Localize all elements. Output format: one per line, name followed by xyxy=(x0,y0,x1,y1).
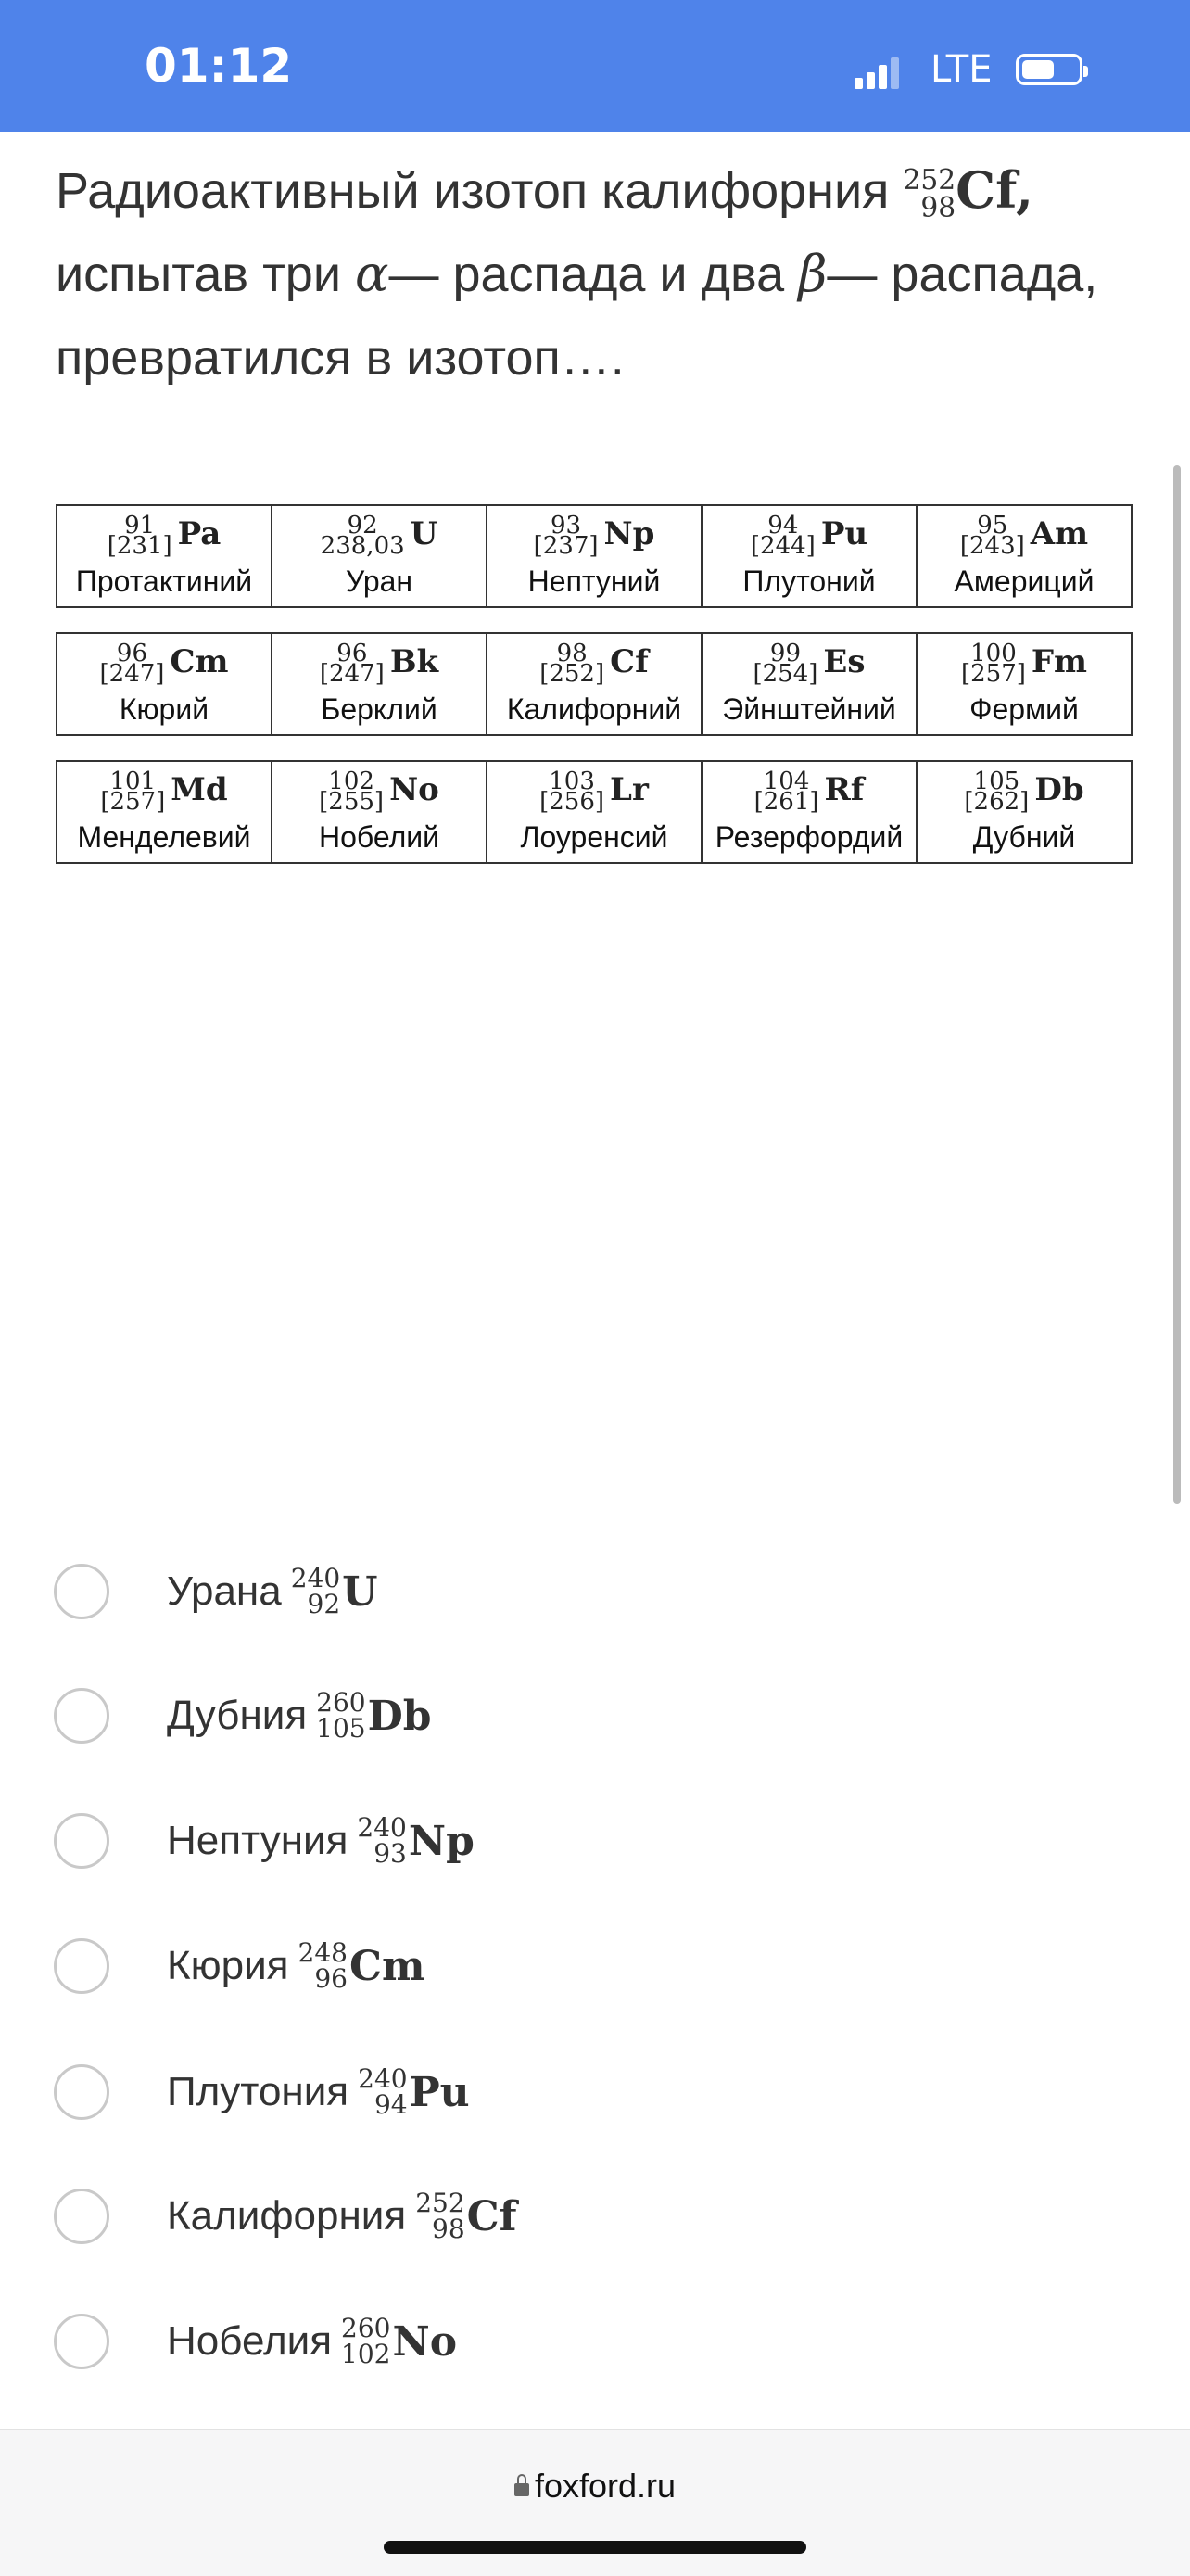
isotope-symbol: Pu xyxy=(409,2068,470,2116)
radio-button[interactable] xyxy=(54,1813,109,1869)
battery-icon xyxy=(1016,54,1082,85)
atomic-number: 93 xyxy=(551,512,582,539)
atomic-mass: [252] xyxy=(539,660,605,688)
isotope-mass: 240 xyxy=(290,1563,341,1593)
isotope-symbol: No xyxy=(392,2317,458,2366)
element-name: Резерфордий xyxy=(715,820,904,854)
atomic-mass: [243] xyxy=(959,532,1025,560)
element-symbol: Bk xyxy=(389,643,439,680)
atomic-number: 102 xyxy=(328,768,374,795)
atomic-mass: [231] xyxy=(107,532,172,560)
status-bar xyxy=(0,0,1190,132)
isotope-mass: 240 xyxy=(357,1812,407,1843)
isotope-numbers xyxy=(415,2190,464,2242)
element-symbol: Md xyxy=(171,771,228,808)
answer-text: Кюрия xyxy=(167,1943,289,1988)
atomic-mass: [257] xyxy=(100,788,166,816)
periodic-table-row xyxy=(56,760,1133,864)
element-symbol: Es xyxy=(823,643,866,680)
atomic-number: 91 xyxy=(124,512,156,539)
atomic-number: 105 xyxy=(973,768,1020,795)
atomic-mass: [244] xyxy=(750,532,816,560)
atomic-number: 103 xyxy=(549,768,595,795)
atomic-mass: [261] xyxy=(753,788,819,816)
element-cell-bk xyxy=(272,634,487,734)
element-cell-np xyxy=(487,506,703,606)
element-symbol: Lr xyxy=(610,771,649,808)
element-cell-u xyxy=(272,506,487,606)
alpha-symbol: α xyxy=(355,245,389,303)
element-cell-no xyxy=(272,762,487,862)
element-cell-es xyxy=(703,634,918,734)
isotope-mass: 260 xyxy=(341,2313,391,2343)
isotope-numbers xyxy=(357,1812,407,1869)
question-isotope-numbers xyxy=(903,164,956,224)
element-cell-db xyxy=(918,762,1131,862)
element-cell-fm xyxy=(918,634,1131,734)
isotope-charge: 92 xyxy=(307,1589,341,1619)
answer-label[interactable] xyxy=(167,1687,432,1744)
answer-text: Плутония xyxy=(167,2069,349,2114)
isotope-symbol: Cm xyxy=(348,1942,425,1990)
lock-icon xyxy=(514,2483,529,2496)
element-cell-pa xyxy=(57,506,272,606)
question-part-4: — распада, xyxy=(827,247,1098,302)
atomic-number: 104 xyxy=(763,768,810,795)
answer-option-plutonium[interactable] xyxy=(54,2060,470,2125)
atomic-number: 96 xyxy=(336,640,368,667)
atomic-mass: [257] xyxy=(960,660,1026,688)
element-name: Нептуний xyxy=(527,565,661,598)
atomic-number: 92 xyxy=(347,512,378,539)
scroll-indicator[interactable] xyxy=(1173,465,1181,1504)
radio-button[interactable] xyxy=(54,1688,109,1744)
isotope-numbers xyxy=(358,2063,408,2120)
answer-option-uranium[interactable] xyxy=(54,1559,378,1624)
answer-label[interactable] xyxy=(167,2190,517,2242)
element-symbol: No xyxy=(389,771,439,808)
element-symbol: Pu xyxy=(820,515,868,552)
isotope-charge: 105 xyxy=(316,1713,366,1744)
atomic-mass: [247] xyxy=(99,660,165,688)
atomic-number: 99 xyxy=(769,640,801,667)
element-name: Уран xyxy=(345,565,413,598)
beta-symbol: β xyxy=(798,245,828,303)
answer-text: Калифорния xyxy=(167,2193,407,2239)
network-type-label: LTE xyxy=(930,48,993,91)
element-name: Фермий xyxy=(969,692,1079,726)
question-isotope-mass: 252 xyxy=(903,164,956,197)
atomic-mass: [256] xyxy=(539,788,605,816)
isotope-numbers xyxy=(298,1937,348,1994)
element-name: Берклий xyxy=(321,692,437,726)
question-text xyxy=(56,148,1131,400)
atomic-mass: [247] xyxy=(319,660,385,688)
atomic-number: 100 xyxy=(970,640,1017,667)
isotope-mass: 240 xyxy=(358,2063,408,2094)
radio-button[interactable] xyxy=(54,1564,109,1619)
element-symbol: Db xyxy=(1034,771,1084,808)
periodic-table-row xyxy=(56,504,1133,608)
answer-label[interactable] xyxy=(167,1937,425,1994)
element-symbol: Cf xyxy=(610,643,649,680)
isotope-numbers xyxy=(316,1687,366,1744)
isotope-charge: 94 xyxy=(373,2089,408,2120)
element-cell-cf xyxy=(487,634,703,734)
isotope-mass: 260 xyxy=(316,1687,366,1718)
answer-label[interactable] xyxy=(167,2313,458,2369)
element-name: Дубний xyxy=(972,820,1076,854)
answer-option-californium[interactable] xyxy=(54,2184,517,2249)
element-symbol: U xyxy=(410,515,438,552)
element-cell-md xyxy=(57,762,272,862)
atomic-mass: [255] xyxy=(319,788,385,816)
isotope-symbol: U xyxy=(342,1567,378,1616)
element-name: Америций xyxy=(954,565,1095,598)
home-indicator[interactable] xyxy=(384,2541,806,2554)
element-symbol: Fm xyxy=(1031,643,1088,680)
atomic-number: 98 xyxy=(556,640,588,667)
url-bar[interactable] xyxy=(0,2467,1190,2506)
periodic-table-row xyxy=(56,632,1133,736)
isotope-numbers xyxy=(290,1563,341,1619)
signal-strength-icon xyxy=(855,56,899,89)
answer-label[interactable] xyxy=(167,1812,475,1869)
element-cell-rf xyxy=(703,762,918,862)
question-part-2: испытав три xyxy=(56,247,341,302)
radio-button[interactable] xyxy=(54,2314,109,2369)
answer-option-nobelium[interactable] xyxy=(54,2309,457,2374)
answer-option-neptunium[interactable] xyxy=(54,1808,475,1873)
answer-option-curium[interactable] xyxy=(54,1934,425,1999)
isotope-numbers xyxy=(341,2313,391,2369)
isotope-charge: 96 xyxy=(314,1963,348,1994)
answer-label[interactable] xyxy=(167,1563,378,1619)
question-isotope-charge: 98 xyxy=(920,191,956,224)
element-symbol: Rf xyxy=(824,771,865,808)
answer-label[interactable] xyxy=(167,2063,470,2120)
answer-option-dubnium[interactable] xyxy=(54,1683,432,1748)
isotope-symbol: Np xyxy=(408,1817,475,1865)
answer-text: Нептуния xyxy=(167,1818,348,1863)
element-cell-pu xyxy=(703,506,918,606)
element-name: Лоуренсий xyxy=(520,820,668,854)
radio-button[interactable] xyxy=(54,2064,109,2120)
atomic-mass: [254] xyxy=(753,660,818,688)
atomic-mass: 238,03 xyxy=(320,532,405,560)
atomic-number: 94 xyxy=(767,512,799,539)
element-symbol: Pa xyxy=(177,515,222,552)
atomic-mass: [262] xyxy=(964,788,1030,816)
radio-button[interactable] xyxy=(54,1938,109,1994)
element-name: Плутоний xyxy=(742,565,876,598)
url-text: foxford.ru xyxy=(534,2467,677,2505)
periodic-table-image xyxy=(56,504,1133,888)
radio-button[interactable] xyxy=(54,2189,109,2244)
element-name: Калифорний xyxy=(506,692,682,726)
answer-text: Нобелия xyxy=(167,2318,333,2364)
isotope-charge: 98 xyxy=(432,2214,465,2244)
question-part-5: превратился в изотоп…. xyxy=(56,330,625,386)
question-part-1: Радиоактивный изотоп калифорния xyxy=(56,163,890,219)
question-part-3: — распада и два xyxy=(388,247,785,302)
atomic-mass: [237] xyxy=(533,532,599,560)
element-symbol: Am xyxy=(1030,515,1089,552)
question-isotope-symbol: Cf, xyxy=(956,160,1033,220)
isotope-symbol: Cf xyxy=(466,2192,517,2240)
element-name: Менделевий xyxy=(77,820,251,854)
atomic-number: 96 xyxy=(116,640,148,667)
element-name: Кюрий xyxy=(119,692,209,726)
isotope-charge: 102 xyxy=(341,2339,391,2369)
element-name: Эйнштейний xyxy=(722,692,896,726)
isotope-mass: 248 xyxy=(298,1937,348,1968)
element-name: Нобелий xyxy=(318,820,440,854)
element-cell-cm xyxy=(57,634,272,734)
element-cell-am xyxy=(918,506,1131,606)
status-time: 01:12 xyxy=(145,39,293,93)
isotope-symbol: Db xyxy=(367,1692,432,1740)
isotope-mass: 252 xyxy=(415,2188,465,2218)
element-symbol: Cm xyxy=(170,643,229,680)
answer-text: Урана xyxy=(167,1568,282,1614)
element-cell-lr xyxy=(487,762,703,862)
element-symbol: Np xyxy=(603,515,655,552)
browser-bottom-bar xyxy=(0,2429,1190,2576)
isotope-charge: 93 xyxy=(373,1838,407,1869)
atomic-number: 95 xyxy=(977,512,1008,539)
answer-text: Дубния xyxy=(167,1693,308,1738)
atomic-number: 101 xyxy=(109,768,157,795)
element-name: Протактиний xyxy=(75,565,253,598)
